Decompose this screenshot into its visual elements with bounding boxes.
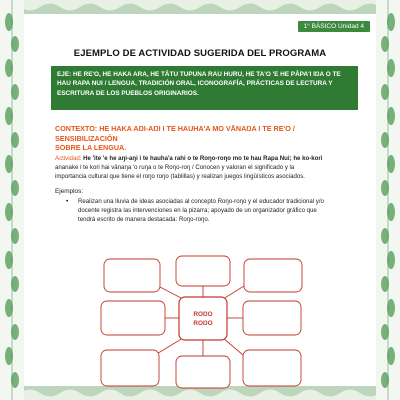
activity-label: Actividad:	[55, 155, 82, 162]
center-line-1: ROŊO	[193, 311, 213, 318]
idea-box-top	[176, 256, 230, 286]
bullet-line-3: tendrá escrito de manera destacada: Roŋo-roŋo.	[78, 215, 210, 223]
idea-box-bottom-right	[243, 350, 301, 386]
idea-box-left	[101, 301, 165, 335]
connector-bottom-left	[155, 338, 183, 355]
context-line-1: CONTEXTO: HE HAKA AŊI-AŊI I TE HAUHA'A MO VĀNAŊA I TE RE'O / SENSIBILIZACIÓN	[55, 124, 295, 143]
idea-box-top-right	[244, 259, 302, 292]
page-title: EJEMPLO DE ACTIVIDAD SUGERIDA DEL PROGRAMA	[73, 48, 327, 59]
bullet-line-1: Realizan una lluvia de ideas asociadas al concepto Roŋo-roŋo y el educador tradicional y/o	[78, 198, 324, 205]
context-line-2: SOBRE LA LENGUA.	[55, 143, 127, 153]
unit-badge-text: 1° BÁSICO Unidad 4	[303, 23, 364, 30]
bullet-line-2: docente registra las intervenciones en la pizarra; apoyado de un organizador gráfico que	[78, 206, 317, 214]
connector-top-left	[160, 287, 183, 299]
connector-top-right	[223, 286, 244, 299]
center-line-2: ROŊO	[193, 319, 213, 327]
connector-bottom-right	[223, 338, 243, 355]
center-concept	[181, 311, 225, 329]
idea-box-bottom-left	[101, 350, 159, 386]
activity-line-1: He 'ite 'e he aŋi-aŋi i te hauha'a rahi o te Roŋo-roŋo mo te hau Rapa Nui; he ko-kori	[81, 155, 323, 162]
bullet-dot: •	[66, 198, 69, 205]
activity-line-2: ananake i te kori hai vānaŋa 'o ruŋa o te Roŋo-roŋ / Conocen y valoran el significado y la	[55, 163, 295, 171]
idea-box-right	[243, 301, 301, 335]
eje-line-2: HAU RAPA NUI / LENGUA, TRADICIÓN ORAL, ICONOGRAFÍA, PRÁCTICAS DE LECTURA Y	[57, 80, 333, 88]
eje-line-1: EJE: HE RE'O, HE HAKA ARA, HE TĀTU TUPUNA RAU HURU, HE TA'O 'E HE PĀPA'I IŊA O TE	[57, 71, 341, 78]
activity-line-3: importancia cultural que tiene el roŋo roŋo (tablillas) y realizan juegos lingüísticos asociados.	[55, 172, 305, 180]
idea-box-top-left	[104, 259, 160, 292]
idea-box-bottom	[176, 356, 230, 388]
eje-line-3: ESCRITURA DE LOS PUEBLOS ORIGINARIOS.	[57, 89, 199, 97]
examples-label: Ejemplos:	[55, 188, 84, 195]
